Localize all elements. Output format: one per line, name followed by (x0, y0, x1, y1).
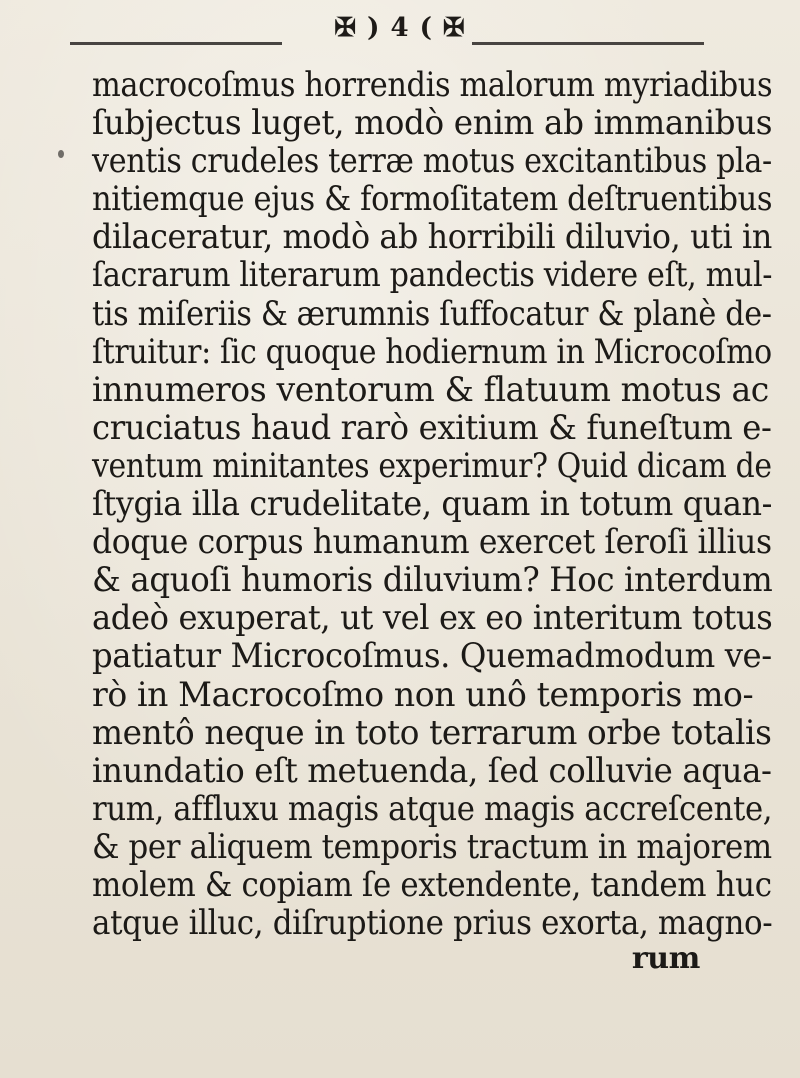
text-line: atque illuc, diſruptione prius exorta, magno- (92, 903, 773, 944)
text-line: & per aliquem temporis tractum in majorem (92, 826, 772, 867)
text-line: inundatio eſt metuenda, ſed colluvie aqua- (92, 750, 772, 791)
text-line: ſtruitur: ſic quoque hodiernum in Microcoſmo (92, 331, 772, 372)
header-rule-left (70, 42, 282, 45)
text-line: nitiemque ejus & formoſitatem deſtruentibus (92, 179, 773, 220)
page-number: ✠ ) 4 ( ✠ (334, 13, 466, 43)
text-line: patiatur Microcoſmus. Quemadmodum ve- (92, 636, 772, 677)
text-line: tis miſeriis & ærumnis ſuffocatur & planè de- (92, 293, 772, 334)
text-line: ventum minitantes experimur? Quid dicam de (92, 445, 772, 486)
header-rule-right (472, 42, 704, 45)
text-line: rum, affluxu magis atque magis accreſcente, (92, 788, 773, 829)
text-line: innumeros ventorum & flatuum motus ac (92, 369, 769, 410)
text-line: doque corpus humanum exercet ſeroſi illius (92, 522, 772, 563)
text-line: rò in Macrocoſmo non unô temporis mo- (92, 674, 754, 715)
text-line: ſtygia illa crudelitate, quam in totum quan- (92, 484, 773, 525)
margin-mark (58, 150, 64, 158)
text-line: molem & copiam ſe extendente, tandem huc (92, 864, 772, 905)
text-line: & aquoſi humoris diluvium? Hoc interdum (92, 560, 773, 601)
catchword: rum (631, 941, 700, 977)
text-line: adeò exuperat, ut vel ex eo interitum totus (92, 598, 773, 639)
text-line: ſacrarum literarum pandectis videre eſt, mul- (92, 255, 773, 296)
text-line: ventis crudeles terræ motus excitantibus pla- (92, 141, 772, 182)
text-line: mentô neque in toto terrarum orbe totalis (92, 712, 772, 753)
text-line: ſubjectus luget, modò enim ab immanibus (92, 103, 773, 144)
text-line: cruciatus haud rarò exitium & funeſtum e- (92, 407, 772, 448)
body-text (92, 66, 792, 976)
text-line: dilaceratur, modò ab horribili diluvio, uti in (92, 217, 772, 258)
text-line: macrocoſmus horrendis malorum myriadibus (92, 65, 773, 105)
page-header (60, 6, 740, 56)
